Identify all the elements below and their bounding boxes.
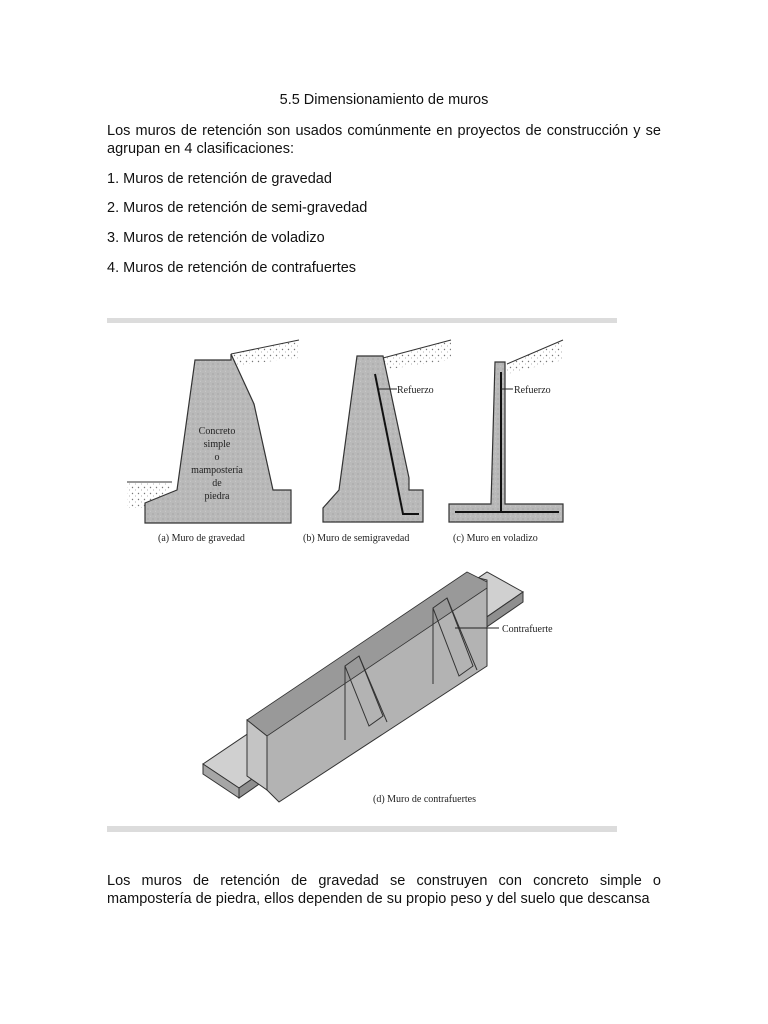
gravity-wall-label: de [212,478,222,489]
figure-top-border [107,318,617,323]
gravity-wall-label: Concreto [198,426,236,437]
closing-paragraph: Los muros de retención de gravedad se construyen con concreto simple o mampostería de piedra, ellos dependen de su propio peso y del suelo que descansa [107,873,661,907]
gravity-wall-diagram [127,340,299,523]
retaining-walls-figure [107,318,617,832]
semigravity-wall-body [323,356,423,522]
counterfort-label: Contrafuerte [502,624,553,635]
caption-gravity-wall: (a) Muro de gravedad [158,533,245,544]
list-item: 2. Muros de retención de semi-gravedad [107,200,368,216]
backfill-soil [231,340,299,366]
cantilever-wall-diagram [449,340,563,522]
gravity-wall-label: mampostería [191,465,243,476]
caption-counterfort-wall: (d) Muro de contrafuertes [373,794,477,805]
reinforcement-label: Refuerzo [397,385,434,396]
figure-drawing [107,318,617,832]
section-heading: 5.5 Dimensionamiento de muros [279,92,489,108]
list-item: 1. Muros de retención de gravedad [107,171,332,187]
caption-semigravity-wall: (b) Muro de semigravedad [303,533,410,544]
list-item: 3. Muros de retención de voladizo [107,230,325,246]
semigravity-wall-diagram [323,340,451,522]
counterfort-wall-diagram [203,572,553,802]
gravity-wall-label: piedra [204,491,230,502]
reinforcement-label: Refuerzo [514,385,551,396]
gravity-wall-label: simple [203,439,231,450]
backfill-soil [507,340,563,374]
list-item: 4. Muros de retención de contrafuertes [107,260,357,276]
intro-paragraph: Los muros de retención son usados comúnmente en proyectos de construcción y se agrupan en 4 clasificaciones: [107,123,661,157]
gravity-wall-label: o [214,452,220,463]
caption-cantilever-wall: (c) Muro en voladizo [453,533,538,544]
figure-bottom-border [107,826,617,832]
